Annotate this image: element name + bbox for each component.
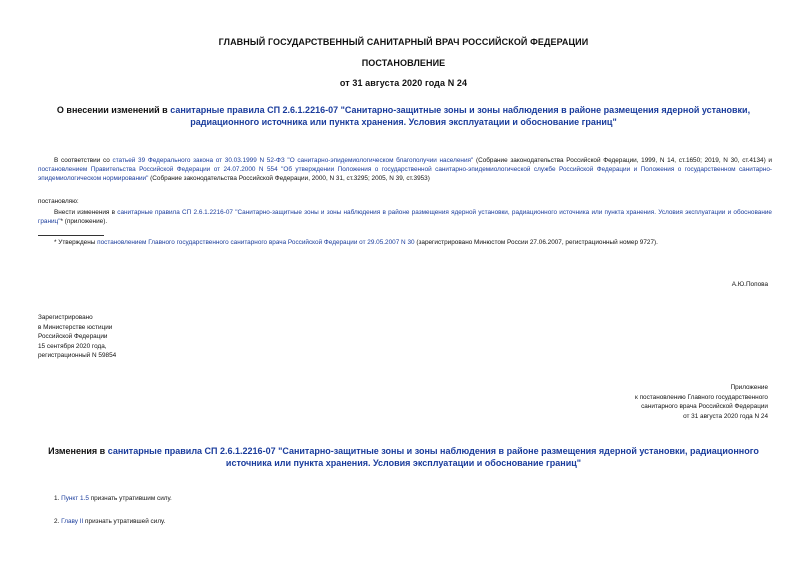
- preamble-text: В соответствии со: [54, 157, 113, 164]
- resolve-label: постановляю:: [38, 198, 79, 205]
- preamble-paragraph: [38, 156, 772, 184]
- appendix-line: санитарного врача Российской Федерации: [641, 403, 768, 411]
- resolve-text: * (приложение).: [60, 218, 108, 226]
- document-title-prefix: О внесении изменений в: [56, 105, 171, 115]
- changes-title: [40, 445, 767, 469]
- signature: А.Ю.Попова: [731, 281, 768, 288]
- document-title: [40, 104, 767, 128]
- appendix-block: [635, 383, 768, 421]
- item-link-chapter-2[interactable]: Главу II: [61, 518, 84, 525]
- preamble-text: (Собрание законодательства Российской Федерации, 1999, N 14, ст.1650; 2019, N 30, ст.4134) и: [473, 157, 772, 164]
- footnote-text: * Утверждены: [54, 239, 98, 246]
- issuing-authority: ГЛАВНЫЙ ГОСУДАРСТВЕННЫЙ САНИТАРНЫЙ ВРАЧ РОССИЙСКОЙ ФЕДЕРАЦИИ: [218, 37, 589, 47]
- preamble-text: (Собрание законодательства Российской Федерации, 2000, N 31, ст.3295; 2005, N 39, ст.3953): [148, 175, 430, 183]
- sanitary-rules-link[interactable]: санитарные правила СП 2.6.1.2216-07 "Санитарно-защитные зоны и зоны наблюдения в районе размещения ядерной установки, радиационного источника или пункта хранения. Условия эксплуатации и обоснование границ": [38, 209, 772, 226]
- appendix-line: от 31 августа 2020 года N 24: [683, 412, 768, 420]
- document-type: ПОСТАНОВЛЕНИЕ: [361, 58, 446, 68]
- resolve-text: Внести изменения в: [54, 209, 118, 216]
- item-link-point-1-5[interactable]: Пункт 1.5: [61, 495, 89, 502]
- registration-line: в Министерстве юстиции: [38, 323, 113, 331]
- item-number: 2.: [54, 518, 62, 525]
- resolve-paragraph: [38, 208, 772, 226]
- item-text: признать утратившей силу.: [83, 518, 166, 525]
- registration-line: регистрационный N 59854: [38, 352, 117, 360]
- item-number: 1.: [54, 495, 62, 502]
- footnote-text: (зарегистрировано Минюстом России 27.06.2007, регистрационный номер 9727).: [414, 239, 658, 246]
- list-item: [54, 517, 165, 527]
- federal-law-link[interactable]: статьей 39 Федерального закона от 30.03.1999 N 52-ФЗ "О санитарно-эпидемиологическом благополучии населения": [112, 157, 474, 164]
- list-item: [54, 494, 172, 504]
- government-resolution-link[interactable]: постановлением Правительства Российской Федерации от 24.07.2000 N 554 "Об утверждении Положения о государственной санитарно-эпидемиологической службе Российской Федерации и Положения о государственном санитарно-эпидемиологическом нормировании": [38, 166, 772, 183]
- registration-line: Российской Федерации: [38, 333, 108, 341]
- item-text: признать утратившим силу.: [88, 495, 172, 502]
- sanitary-rules-link[interactable]: санитарные правила СП 2.6.1.2216-07 "Санитарно-защитные зоны и зоны наблюдения в районе размещения ядерной установки, радиационного источника или пункта хранения. Условия эксплуатации и обоснование границ": [107, 446, 759, 468]
- footnote-divider: [38, 235, 104, 236]
- registration-line: 15 сентября 2020 года,: [38, 342, 107, 350]
- footnote: [54, 238, 774, 248]
- appendix-line: Приложение: [730, 384, 768, 391]
- approval-resolution-link[interactable]: постановлением Главного государственного санитарного врача Российской Федерации от 29.05.2007 N 30: [97, 239, 415, 246]
- sanitary-rules-link[interactable]: санитарные правила СП 2.6.1.2216-07 "Санитарно-защитные зоны и зоны наблюдения в районе размещения ядерной установки, радиационного источника или пункта хранения. Условия эксплуатации и обоснование границ": [170, 105, 751, 127]
- registration-line: Зарегистрировано: [38, 314, 93, 321]
- appendix-line: к постановлению Главного государственного: [635, 393, 768, 401]
- registration-block: [38, 313, 116, 361]
- changes-title-prefix: Изменения в: [48, 446, 108, 456]
- document-date-number: от 31 августа 2020 года N 24: [339, 78, 468, 88]
